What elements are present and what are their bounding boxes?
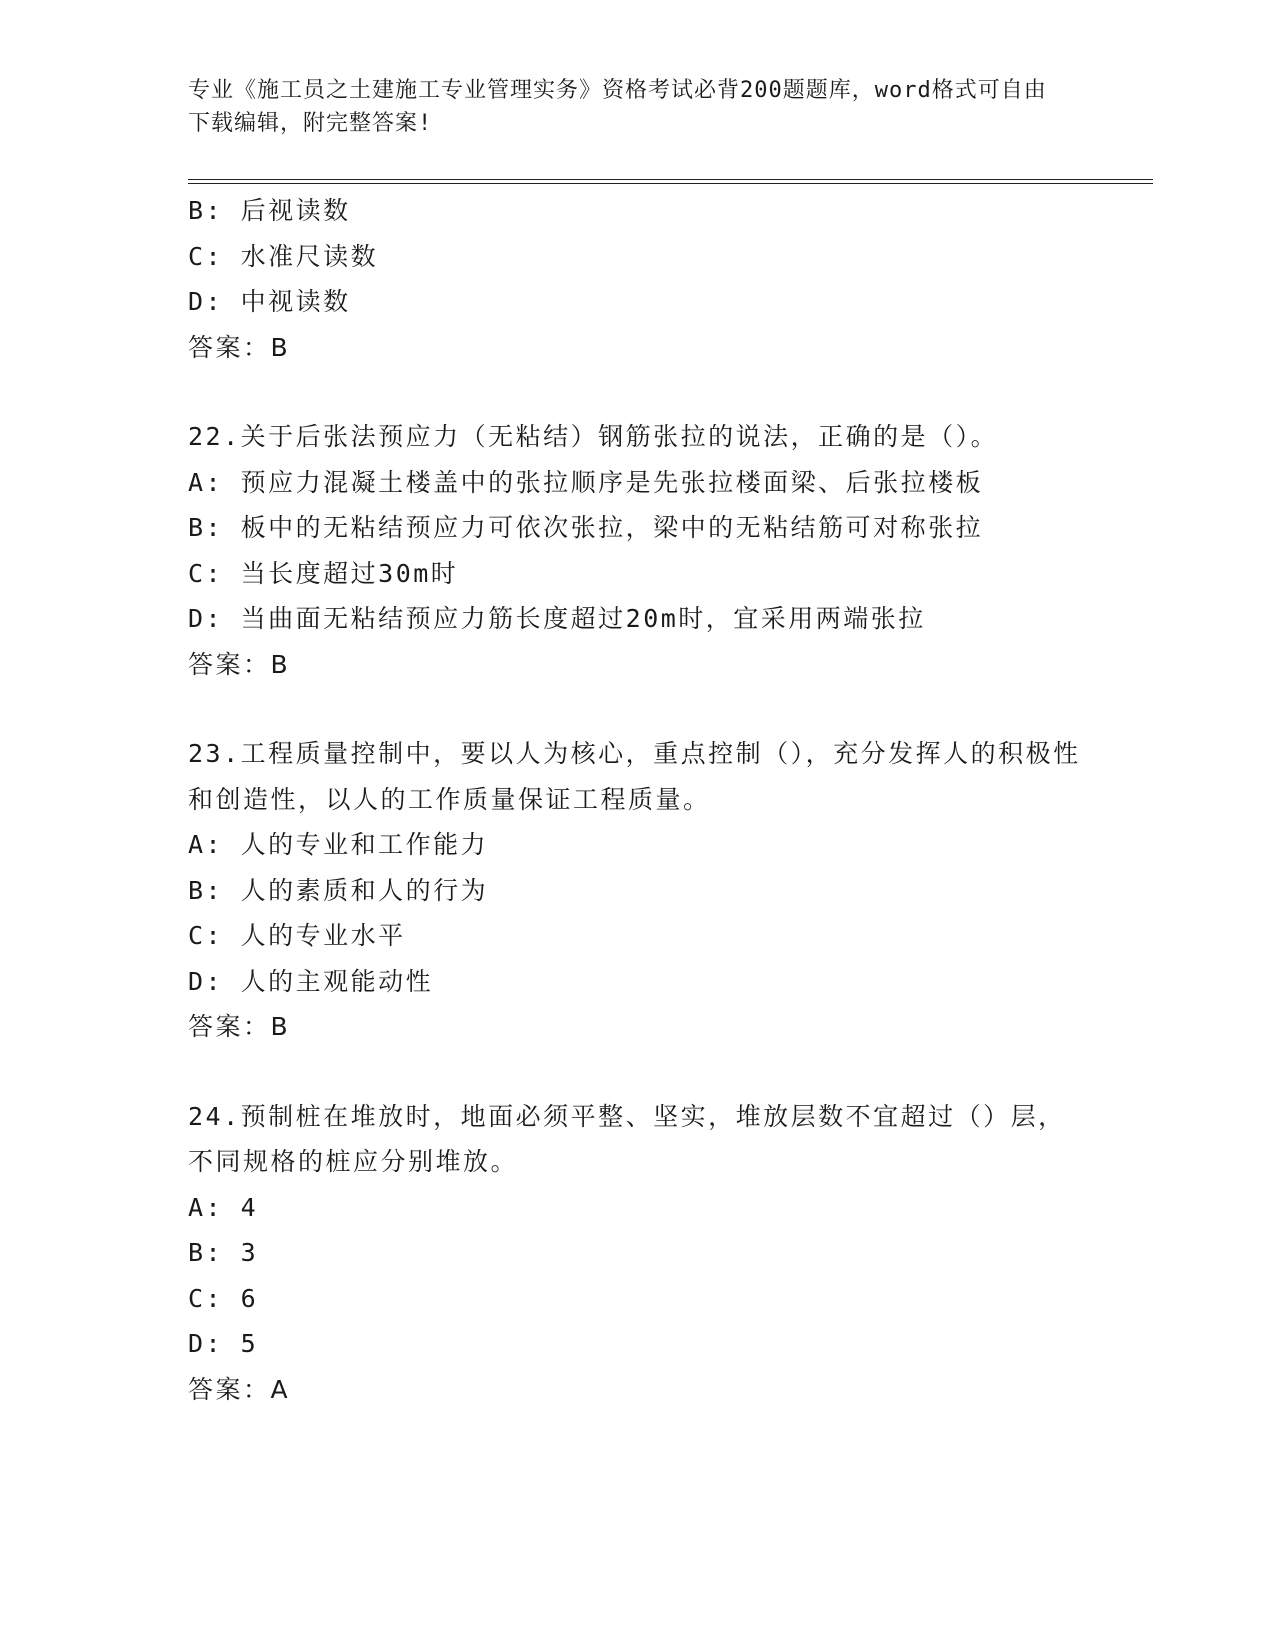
question-text: 22.关于后张法预应力（无粘结）钢筋张拉的说法，正确的是（）。 <box>188 422 999 451</box>
option-c: C: 当长度超过30m时 <box>188 558 459 588</box>
answer-line: 答案：B <box>188 649 291 679</box>
option-b: B: 3 <box>188 1238 259 1267</box>
document-header <box>188 74 1068 140</box>
header-title: 专业《施工员之土建施工专业管理实务》资格考试必背200题题库，word格式可自由下载编辑，附完整答案! <box>188 78 1047 136</box>
option-a: A: 4 <box>188 1192 259 1222</box>
answer-line: 答案：A <box>188 1374 291 1404</box>
question-partial <box>188 188 1088 370</box>
question-23 <box>188 731 1088 1050</box>
option-b: B: 板中的无粘结预应力可依次张拉，梁中的无粘结筋可对称张拉 <box>188 513 984 542</box>
option-a: A: 预应力混凝土楼盖中的张拉顺序是先张拉楼面梁、后张拉楼板 <box>188 467 984 497</box>
header-rule-top <box>188 179 1153 180</box>
option-b: B: 后视读数 <box>188 196 351 225</box>
header-rule-bottom <box>188 183 1153 184</box>
question-text: 24.预制桩在堆放时，地面必须平整、坚实，堆放层数不宜超过（）层，不同规格的桩应分别堆放。 <box>188 1101 1066 1176</box>
option-a: A: 人的专业和工作能力 <box>188 830 489 859</box>
option-c: C: 6 <box>188 1283 259 1313</box>
option-d: D: 5 <box>188 1329 259 1358</box>
option-d: D: 当曲面无粘结预应力筋长度超过20m时，宜采用两端张拉 <box>188 604 926 633</box>
answer-line: 答案：B <box>188 1012 291 1041</box>
question-22 <box>188 414 1088 687</box>
question-list <box>188 188 1088 1412</box>
question-24 <box>188 1094 1088 1413</box>
option-c: C: 水准尺读数 <box>188 241 379 271</box>
question-text: 23.工程质量控制中，要以人为核心，重点控制（），充分发挥人的积极性和创造性，以人的工作质量保证工程质量。 <box>188 739 1081 814</box>
answer-line: 答案：B <box>188 332 291 362</box>
option-d: D: 人的主观能动性 <box>188 966 434 996</box>
option-b: B: 人的素质和人的行为 <box>188 875 489 905</box>
option-c: C: 人的专业水平 <box>188 921 406 950</box>
option-d: D: 中视读数 <box>188 287 351 316</box>
